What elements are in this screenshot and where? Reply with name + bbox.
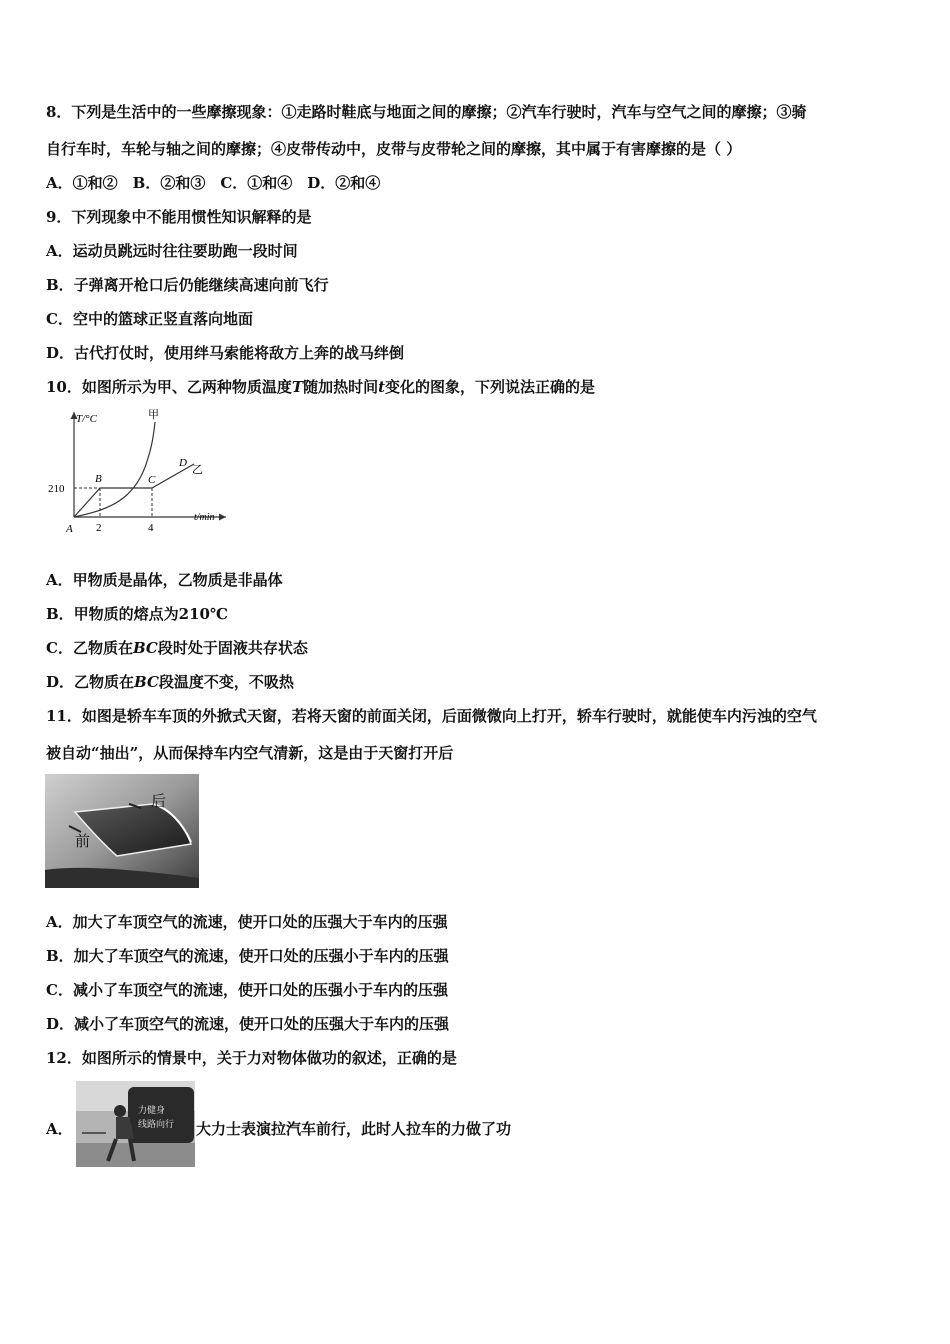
q10-option-b: B．甲物质的熔点为210℃ bbox=[46, 605, 228, 623]
vehicle-shape bbox=[128, 1087, 194, 1143]
y-tick-210: 210 bbox=[48, 483, 65, 495]
label-front: 前 bbox=[75, 834, 91, 850]
q9-option-a: A．运动员跳远时往往要助跑一段时间 bbox=[46, 242, 298, 260]
q11-option-a: A．加大了车顶空气的流速，使开口处的压强大于车内的压强 bbox=[46, 913, 448, 931]
q10-option-d bbox=[46, 672, 294, 692]
x-tick-2: 2 bbox=[96, 522, 102, 534]
q11-option-c: C．减小了车顶空气的流速，使开口处的压强小于车内的压强 bbox=[46, 981, 448, 999]
q10-d-text: D．乙物质在 bbox=[46, 673, 135, 691]
point-C: C bbox=[148, 474, 156, 486]
q10-stem-text-post: 变化的图象，下列说法正确的是 bbox=[385, 378, 596, 396]
banner-text-1: 力健身 bbox=[138, 1105, 166, 1115]
banner-text-2: 线路向行 bbox=[138, 1119, 175, 1129]
q12-stem: 12．如图所示的情景中，关于力对物体做功的叙述，正确的是 bbox=[46, 1049, 457, 1067]
q10-d-bc: BC bbox=[134, 673, 159, 691]
q9-option-c: C．空中的篮球正竖直落向地面 bbox=[46, 310, 253, 328]
temperature-time-graph bbox=[44, 406, 234, 538]
x-tick-4: 4 bbox=[148, 522, 154, 534]
x-axis-label: t/min bbox=[194, 512, 215, 523]
series-yi-line bbox=[74, 464, 194, 517]
q10-var-t: t bbox=[378, 378, 386, 396]
q10-c-text: C．乙物质在 bbox=[46, 639, 133, 657]
q10-stem-text-mid: 随加热时间 bbox=[303, 378, 379, 396]
q8-stem-line2: 自行车时，车轮与轴之间的摩擦；④皮带传动中，皮带与皮带轮之间的摩擦，其中属于有害摩擦的是（ ） bbox=[46, 140, 742, 158]
series-label-yi: 乙 bbox=[192, 464, 203, 476]
q10-option-c bbox=[46, 638, 308, 658]
person-head bbox=[114, 1105, 126, 1117]
y-axis-label: T/°C bbox=[76, 413, 97, 425]
q10-d-text-post: 段温度不变，不吸热 bbox=[158, 673, 294, 691]
q8-options: A．①和② B．②和③ C．①和④ D．②和④ bbox=[46, 174, 381, 192]
q10-stem bbox=[46, 377, 595, 397]
point-D: D bbox=[179, 457, 187, 469]
label-back: 后 bbox=[151, 794, 167, 810]
point-B: B bbox=[95, 473, 102, 485]
strongman-photo bbox=[76, 1081, 195, 1167]
q9-stem: 9．下列现象中不能用惯性知识解释的是 bbox=[46, 208, 312, 226]
sunroof-photo bbox=[45, 774, 199, 888]
q11-option-d: D．减小了车顶空气的流速，使开口处的压强大于车内的压强 bbox=[46, 1015, 450, 1033]
q11-stem-line1: 11．如图是轿车车顶的外掀式天窗，若将天窗的前面关闭，后面微微向上打开，轿车行驶时，就能使车内污浊的空气 bbox=[46, 707, 817, 725]
q9-option-b: B．子弹离开枪口后仍能继续高速向前飞行 bbox=[46, 276, 329, 294]
q10-option-a: A．甲物质是晶体，乙物质是非晶体 bbox=[46, 571, 283, 589]
q9-option-d: D．古代打仗时，使用绊马索能将敌方上奔的战马绊倒 bbox=[46, 344, 405, 362]
q12-option-a-label: A． bbox=[46, 1120, 73, 1138]
q10-var-T: T bbox=[291, 378, 304, 396]
q8-stem-line1: 8．下列是生活中的一些摩擦现象：①走路时鞋底与地面之间的摩擦；②汽车行驶时，汽车与空气之间的摩擦；③骑 bbox=[46, 103, 807, 121]
photo-ground bbox=[76, 1143, 195, 1167]
q11-option-b: B．加大了车顶空气的流速，使开口处的压强小于车内的压强 bbox=[46, 947, 449, 965]
series-jia-tail bbox=[148, 422, 155, 458]
q10-c-bc: BC bbox=[132, 639, 158, 657]
q10-stem-text: 10．如图所示为甲、乙两种物质温度 bbox=[46, 378, 292, 396]
point-A: A bbox=[66, 523, 73, 535]
series-label-jia: 甲 bbox=[148, 409, 159, 421]
q11-stem-line2: 被自动“抽出”，从而保持车内空气清新，这是由于天窗打开后 bbox=[46, 744, 454, 762]
q12-option-a-text: 大力士表演拉汽车前行，此时人拉车的力做了功 bbox=[196, 1120, 512, 1138]
q10-c-text-post: 段时处于固液共存状态 bbox=[157, 639, 308, 657]
